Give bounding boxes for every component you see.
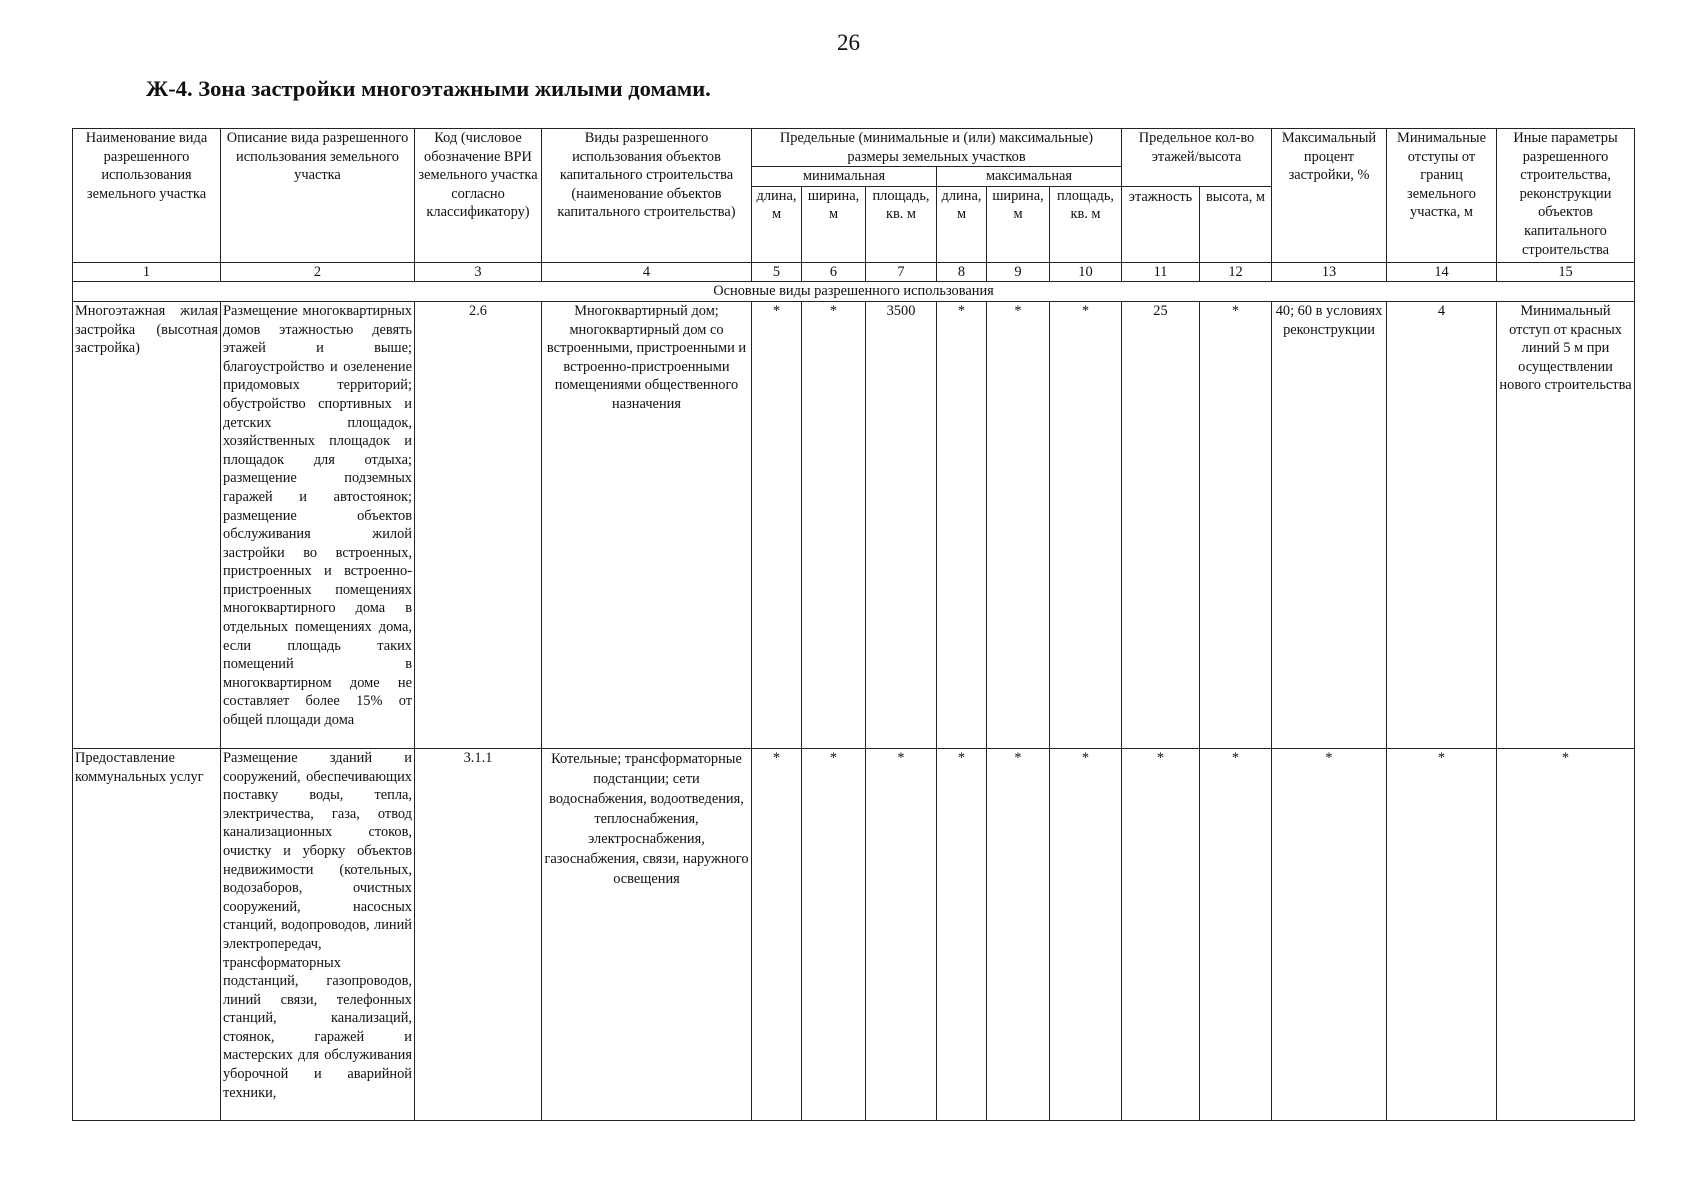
use-description-cell: Размещение зданий и сооружений, обеспечивающих поставку воды, тепла, электричества, газа, отвод канализационных стоков, очистку и уборку объектов недвижимости (котельных, водозаборов, очистных сооружений, насосных станций, водопроводов, линий электропередач, трансформаторных подстанций, газопроводов, линий связи, телефонных станций, канализаций, стоянок, гаражей и мастерских для обслуживания уборочной и аварийной техники, — [221, 748, 415, 1120]
column-number: 2 — [221, 262, 415, 282]
other-parameters-cell: Минимальный отступ от красных линий 5 м при осуществлении нового строительства — [1497, 301, 1635, 748]
header-code: Код (числовое обозначение ВРИ земельного участка согласно классификатору) — [415, 129, 542, 263]
column-number: 8 — [937, 262, 987, 282]
column-number: 13 — [1272, 262, 1387, 282]
min-length-cell: * — [752, 748, 802, 1120]
column-number: 6 — [802, 262, 866, 282]
table-row — [73, 301, 1635, 748]
capital-objects-cell: Котельные; трансформаторные подстанции; сети водоснабжения, водоотведения, теплоснабжения, электроснабжения, газоснабжения, связи, наружного освещения — [542, 748, 752, 1120]
min-setback-cell: 4 — [1387, 301, 1497, 748]
min-setback-cell: * — [1387, 748, 1497, 1120]
header-use-name: Наименование вида разрешенного использования земельного участка — [73, 129, 221, 263]
page-number: 26 — [837, 30, 860, 55]
height-cell: * — [1200, 301, 1272, 748]
column-number: 7 — [866, 262, 937, 282]
min-area-cell: * — [866, 748, 937, 1120]
min-width-cell: * — [802, 301, 866, 748]
header-capital-objects: Виды разрешенного использования объектов капитального строительства (наименование объектов капитального строительства) — [542, 129, 752, 263]
header-min-area: площадь, кв. м — [866, 186, 937, 262]
capital-objects-cell: Многоквартирный дом; многоквартирный дом со встроенными, пристроенными и встроенно-пристроенными помещениями общественного назначения — [542, 301, 752, 748]
column-numbers-row — [73, 262, 1635, 282]
column-number: 11 — [1122, 262, 1200, 282]
column-number: 1 — [73, 262, 221, 282]
max-coverage-cell: 40; 60 в условиях реконструкции — [1272, 301, 1387, 748]
min-length-cell: * — [752, 301, 802, 748]
max-length-cell: * — [937, 748, 987, 1120]
header-plot-size-limits: Предельные (минимальные и (или) максимальные) размеры земельных участков — [752, 129, 1122, 167]
floors-cell: * — [1122, 748, 1200, 1120]
column-number: 3 — [415, 262, 542, 282]
max-area-cell: * — [1050, 301, 1122, 748]
max-coverage-cell: * — [1272, 748, 1387, 1120]
max-width-cell: * — [987, 748, 1050, 1120]
column-number: 12 — [1200, 262, 1272, 282]
header-height: высота, м — [1200, 186, 1272, 262]
code-cell: 2.6 — [415, 301, 542, 748]
column-number: 14 — [1387, 262, 1497, 282]
header-max-width: ширина, м — [987, 186, 1050, 262]
header-use-description: Описание вида разрешенного использования земельного участка — [221, 129, 415, 263]
header-min-setbacks: Минимальные отступы от границ земельного участка, м — [1387, 129, 1497, 263]
max-area-cell: * — [1050, 748, 1122, 1120]
height-cell: * — [1200, 748, 1272, 1120]
header-max-coverage: Максимальный процент застройки, % — [1272, 129, 1387, 263]
header-min-length: длина, м — [752, 186, 802, 262]
header-floors-height: Предельное кол-во этажей/высота — [1122, 129, 1272, 187]
zoning-table — [72, 128, 1635, 1121]
code-cell: 3.1.1 — [415, 748, 542, 1120]
section-title: Основные виды разрешенного использования — [73, 282, 1635, 302]
header-maximum: максимальная — [937, 167, 1122, 187]
header-max-area: площадь, кв. м — [1050, 186, 1122, 262]
max-length-cell: * — [937, 301, 987, 748]
other-parameters-cell: * — [1497, 748, 1635, 1120]
header-other-parameters: Иные параметры разрешенного строительства, реконструкции объектов капитального строительства — [1497, 129, 1635, 263]
column-number: 15 — [1497, 262, 1635, 282]
header-max-length: длина, м — [937, 186, 987, 262]
column-number: 4 — [542, 262, 752, 282]
use-name-cell: Многоэтажная жилая застройка (высотная застройка) — [73, 301, 221, 748]
header-minimum: минимальная — [752, 167, 937, 187]
min-width-cell: * — [802, 748, 866, 1120]
use-description-cell: Размещение многоквартирных домов этажностью девять этажей и выше; благоустройство и озеленение придомовых территорий; обустройство спортивных и детских площадок, хозяйственных площадок и площадок для отдыха; размещение подземных гаражей и автостоянок; размещение объектов обслуживания жилой застройки во встроенных, пристроенных и встроенно-пристроенных помещениях многоквартирного дома в отдельных помещениях дома, если площадь таких помещений в многоквартирном доме не составляет более 15% от общей площади дома — [221, 301, 415, 748]
floors-cell: 25 — [1122, 301, 1200, 748]
document-title: Ж-4. Зона застройки многоэтажными жилыми домами. — [146, 76, 711, 101]
section-row — [73, 282, 1635, 302]
max-width-cell: * — [987, 301, 1050, 748]
use-name-cell: Предоставление коммунальных услуг — [73, 748, 221, 1120]
min-area-cell: 3500 — [866, 301, 937, 748]
column-number: 5 — [752, 262, 802, 282]
table-row — [73, 748, 1635, 1120]
column-number: 10 — [1050, 262, 1122, 282]
header-floors: этажность — [1122, 186, 1200, 262]
column-number: 9 — [987, 262, 1050, 282]
header-min-width: ширина, м — [802, 186, 866, 262]
